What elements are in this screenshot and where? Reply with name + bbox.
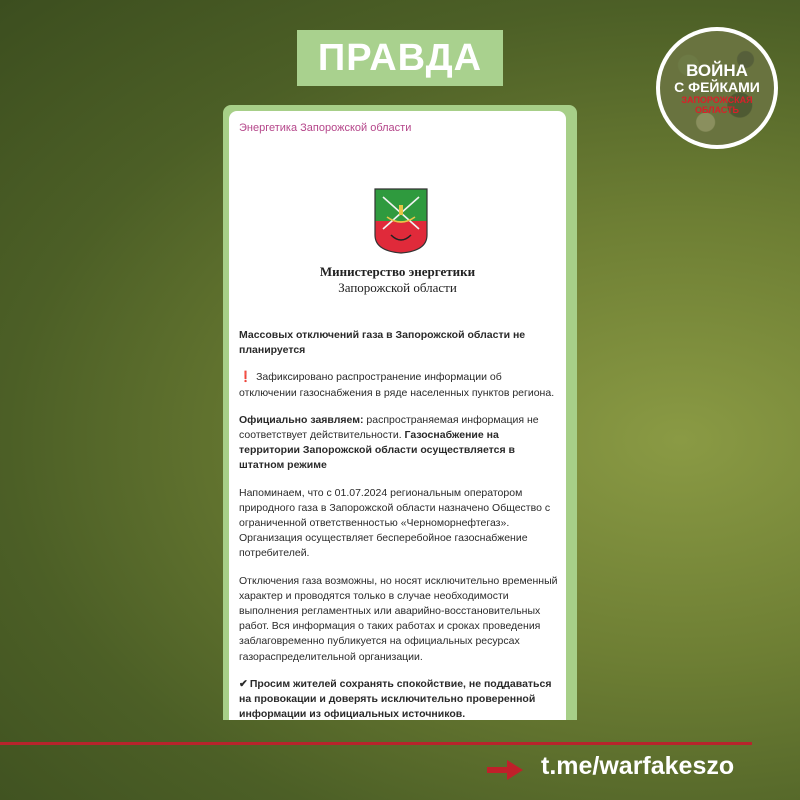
ministry-title: Министерство энергетики	[319, 264, 476, 279]
post-paragraph-1	[239, 370, 559, 400]
post-body	[239, 328, 559, 720]
paragraph-1-text: Зафиксировано распространение информации об отключении газоснабжения в ряде населенных пунктов региона.	[239, 371, 555, 399]
logo-line-3: ЗАПОРОЖСКАЯ	[681, 94, 753, 105]
telegram-channel-link[interactable]: t.me/warfakeszo	[541, 752, 735, 780]
post-paragraph-4: Отключения газа возможны, но носят исключительно временный характер и проводятся только в случае необходимости выполнения регламентных или аварийно-восстановительных работ. Вся информация о таких работах и сроках проведения заблаговременно публикуется на официальных ресурсах газораспределительной организации.	[239, 574, 558, 663]
post-paragraph-3: Напоминаем, что с 01.07.2024 региональным оператором природного газа в Запорожской области назначено Общество с ограниченной ответственностью «Черноморнефтегаз». Организация осуществляет бесперебойное газоснабжение потребителей.	[239, 486, 551, 560]
right-arrow-icon	[487, 758, 524, 782]
war-with-fakes-logo	[656, 27, 778, 149]
truth-badge: ПРАВДА	[297, 30, 503, 86]
logo-line-4: ОБЛАСТЬ	[694, 104, 740, 115]
paragraph-2-bold: Газоснабжение на территории Запорожской области осуществляется в штатном режиме	[239, 429, 515, 472]
post-paragraph-2	[239, 413, 559, 474]
logo-line-2: С ФЕЙКАМИ	[674, 78, 760, 95]
ministry-subtitle: Запорожской области	[338, 280, 457, 295]
coat-of-arms-icon	[373, 187, 429, 255]
exclamation-icon: ❗	[239, 371, 253, 384]
channel-name[interactable]: Энергетика Запорожской области	[239, 122, 412, 134]
logo-line-1: ВОЙНА	[686, 60, 748, 80]
screenshot-card	[223, 105, 577, 720]
post-paragraph-5	[239, 677, 559, 720]
footer-divider	[0, 742, 752, 745]
logo-camo-circle	[660, 31, 774, 145]
paragraph-2-text: распространяемая информация не соответствует действительности.	[239, 413, 539, 442]
post-headline: Массовых отключений газа в Запорожской области не планируется	[239, 329, 526, 357]
official-statement-label: Официально заявляем:	[239, 413, 364, 426]
paragraph-5-text: Просим жителей сохранять спокойствие, не поддаваться на провокации и доверять исключительно проверенной информации из официальных источников.	[239, 677, 552, 720]
checkmark-icon: ✔	[239, 677, 248, 690]
telegram-post	[229, 111, 566, 720]
